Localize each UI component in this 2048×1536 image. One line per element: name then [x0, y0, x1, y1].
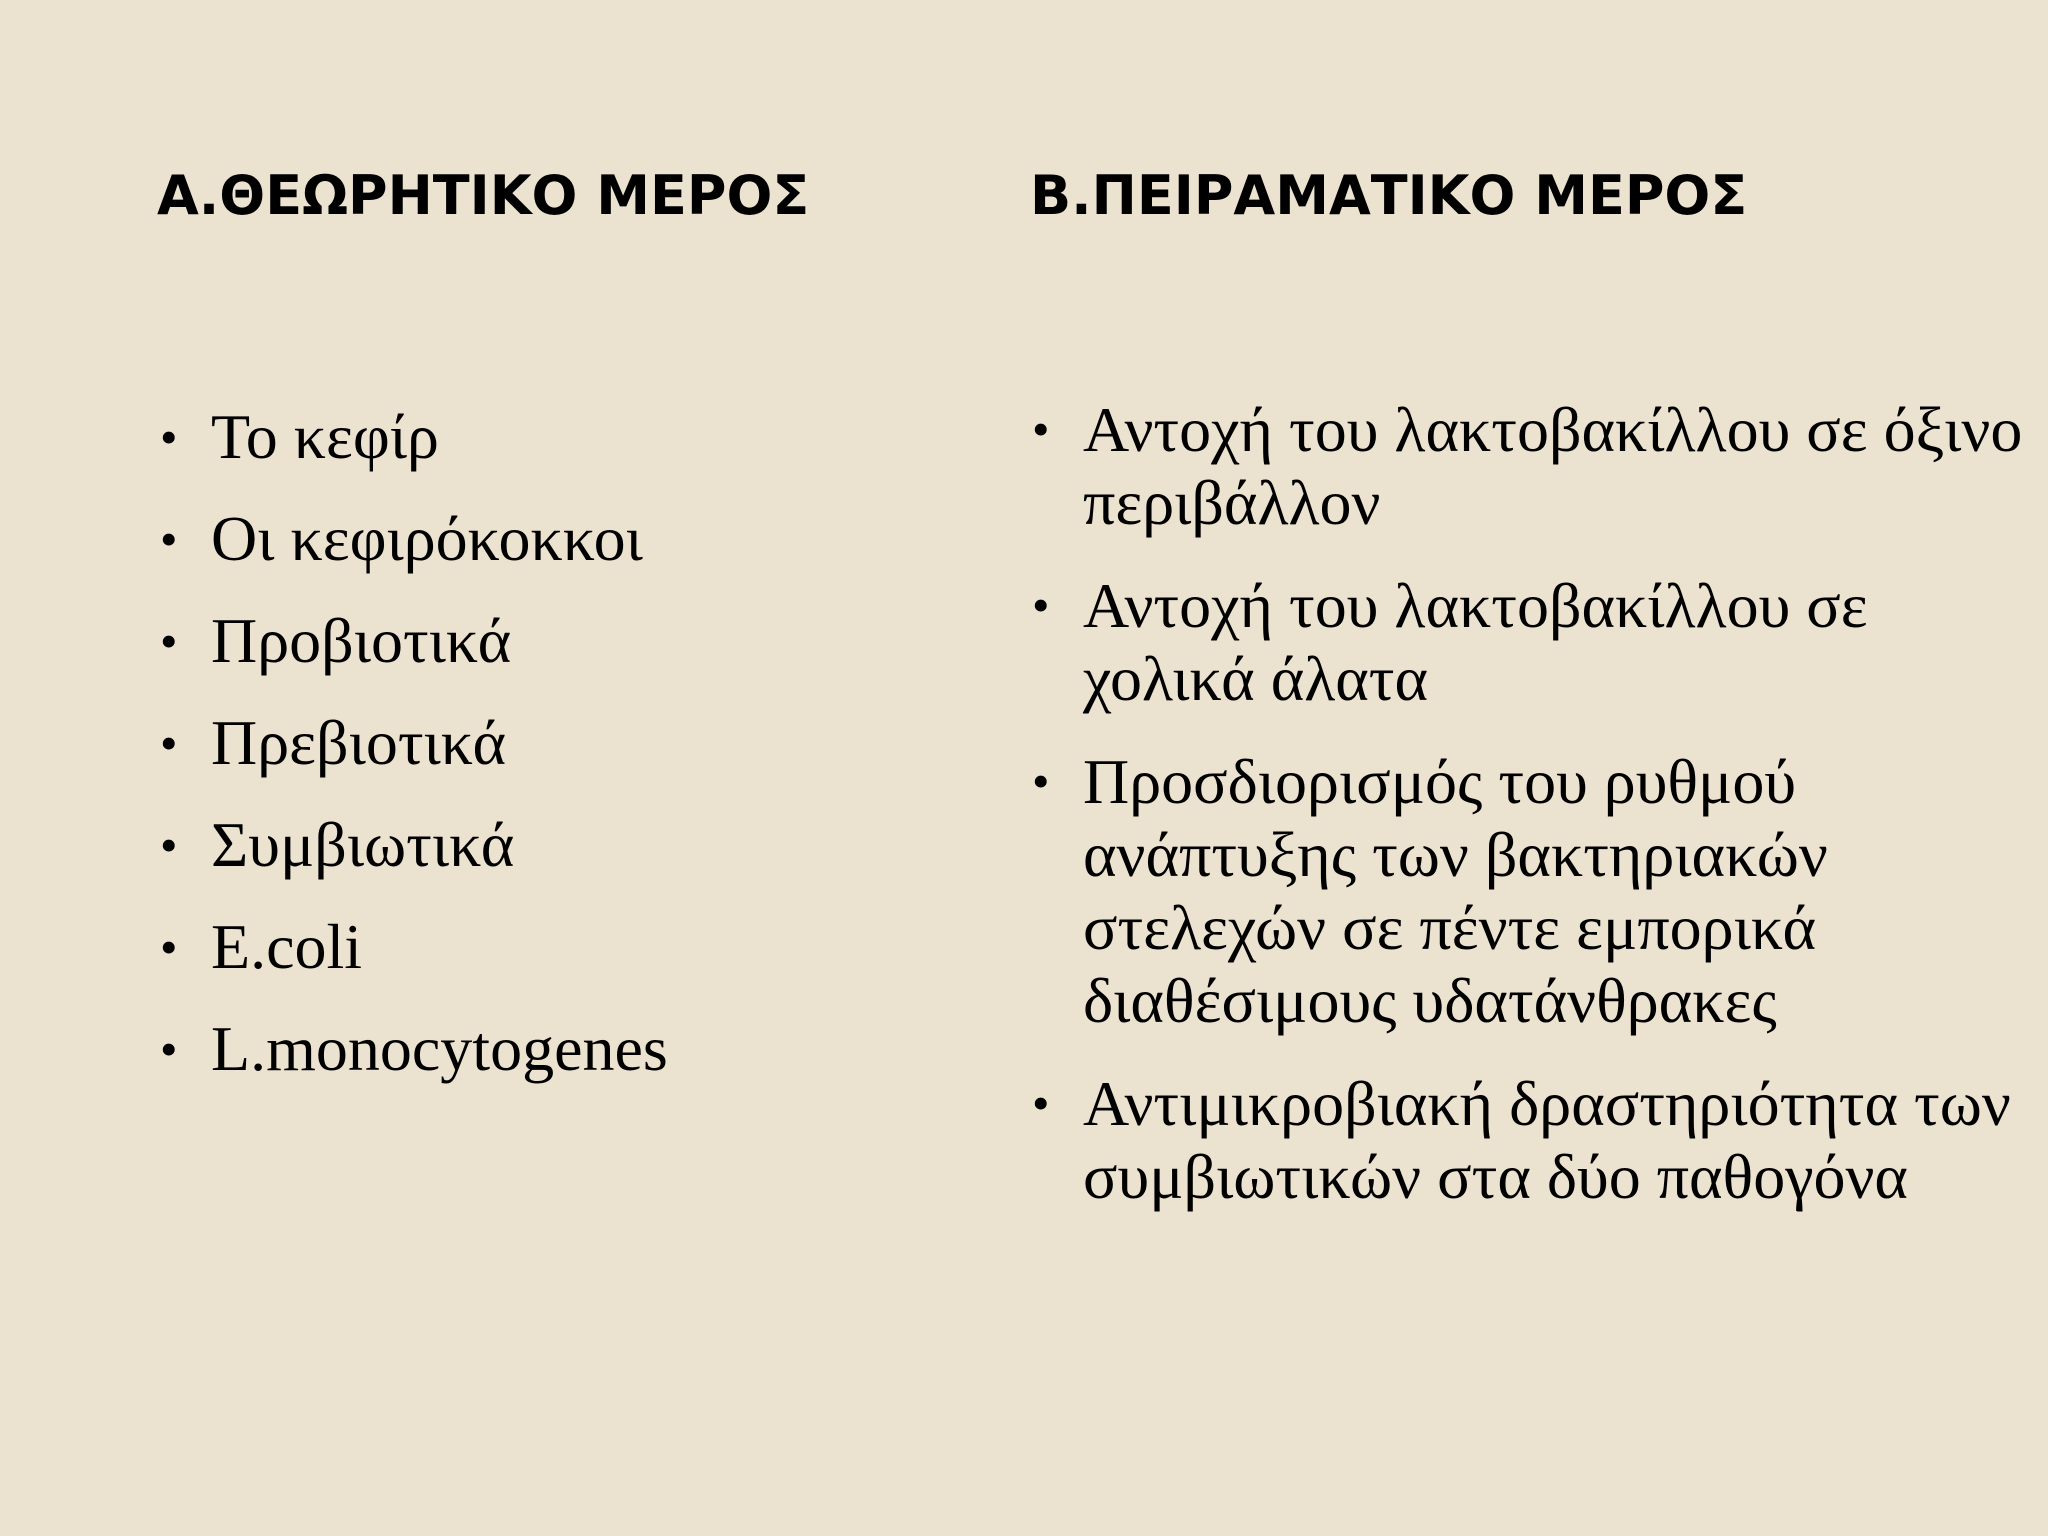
- list-item-text: Αντοχή του λακτοβακίλλου σε χολικά άλατα: [1083, 570, 1868, 714]
- bullet-icon: •: [1032, 753, 1050, 809]
- experimental-section-heading: Β.ΠΕΙΡΑΜΑΤΙΚΟ ΜΕΡΟΣ: [1030, 164, 1748, 227]
- list-item: [158, 597, 918, 685]
- list-item: [158, 1005, 918, 1093]
- bullet-icon: •: [160, 613, 178, 669]
- experimental-topics-list: [1030, 393, 2030, 1243]
- list-item-text: Αντοχή του λακτοβακίλλου σε όξινο περιβάλλον: [1083, 394, 2023, 538]
- theoretical-topics-list: [158, 393, 918, 1107]
- list-item: [158, 903, 918, 991]
- list-item: [1030, 393, 2030, 539]
- list-item: [158, 699, 918, 787]
- list-item-text: E.coli: [211, 911, 363, 982]
- list-item-text: Αντιμικροβιακή δραστηριότητα των συμβιωτικών στα δύο παθογόνα: [1083, 1068, 2011, 1212]
- bullet-icon: •: [1032, 1075, 1050, 1131]
- list-item: [158, 393, 918, 481]
- list-item: [1030, 745, 2030, 1037]
- bullet-icon: •: [160, 715, 178, 771]
- bullet-icon: •: [160, 511, 178, 567]
- list-item: [1030, 569, 2030, 715]
- bullet-icon: •: [160, 919, 178, 975]
- list-item-text: Το κεφίρ: [211, 401, 439, 472]
- bullet-icon: •: [160, 817, 178, 873]
- list-item: [158, 495, 918, 583]
- bullet-icon: •: [160, 409, 178, 465]
- bullet-icon: •: [1032, 401, 1050, 457]
- list-item-text: Πρεβιοτικά: [211, 707, 506, 778]
- list-item-text: Προβιοτικά: [211, 605, 512, 676]
- list-item: [1030, 1067, 2030, 1213]
- list-item-text: L.monocytogenes: [211, 1013, 668, 1084]
- bullet-icon: •: [1032, 577, 1050, 633]
- list-item: [158, 801, 918, 889]
- bullet-icon: •: [160, 1021, 178, 1077]
- theoretical-section-heading: Α.ΘΕΩΡΗΤΙΚΟ ΜΕΡΟΣ: [157, 164, 810, 227]
- list-item-text: Προσδιορισμός του ρυθμού ανάπτυξης των βακτηριακών στελεχών σε πέντε εμπορικά διαθέσιμους υδατάνθρακες: [1083, 746, 1828, 1036]
- list-item-text: Συμβιωτικά: [211, 809, 515, 880]
- list-item-text: Οι κεφιρόκοκκοι: [211, 503, 643, 574]
